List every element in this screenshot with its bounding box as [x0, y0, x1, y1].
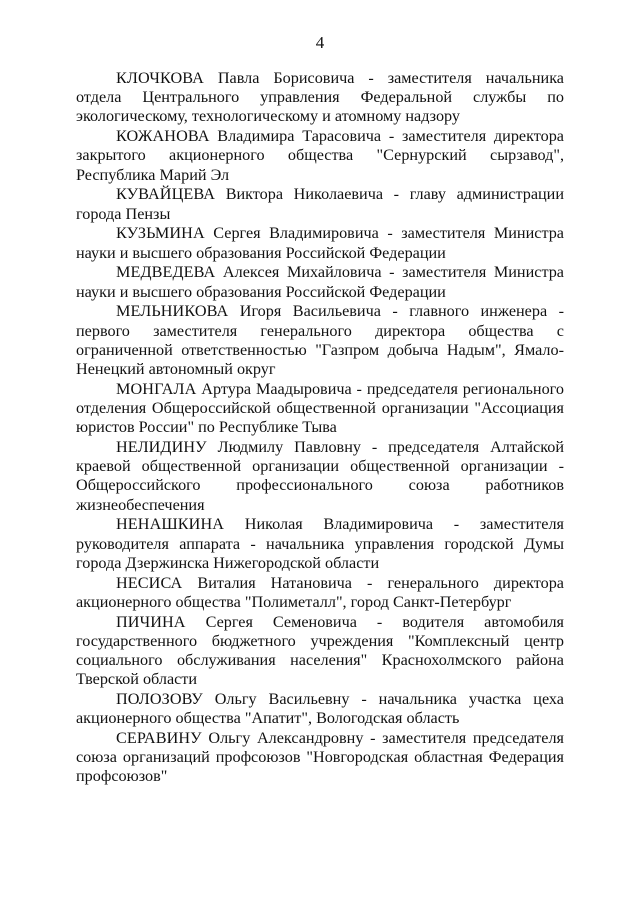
entry-details: Ольгу Александровну - заместителя председателя союза организаций профсоюзов "Новгородская областная Федерация профсоюзов": [76, 729, 564, 786]
surname: НЕСИСА: [116, 573, 183, 592]
entry-details: Игоря Васильевича - главного инженера - первого заместителя генерального директора общества с ограниченной ответственностью "Газпром добыча Надым", Ямало-Ненецкий автономный округ: [76, 302, 564, 379]
list-item: [76, 127, 564, 185]
entry-details: Людмилу Павловну - председателя Алтайской краевой общественной организации общественной организации - Общероссийского профессионального союза работников жизнеобеспечения: [76, 438, 564, 514]
list-item: [76, 224, 564, 262]
list-item: [76, 185, 564, 223]
entry-details: Виталия Натановича - генерального директора акционерного общества "Полиметалл", город Санкт-Петербург: [76, 573, 564, 611]
surname: КУЗЬМИНА: [116, 224, 205, 243]
surname: КЛОЧКОВА: [116, 69, 204, 87]
surname: МЕЛЬНИКОВА: [116, 302, 229, 321]
surname: НЕЛИДИНУ: [116, 438, 207, 457]
list-item: [76, 515, 564, 573]
surname: ПОЛОЗОВУ: [116, 690, 203, 709]
surname: НЕНАШКИНА: [116, 515, 225, 534]
surname: МОНГАЛА: [116, 379, 197, 398]
entry-details: Сергея Семеновича - водителя автомобиля государственного бюджетного учреждения "Комплексный центр социального обслуживания населения" Краснохолмского района Тверской области: [76, 612, 564, 689]
entry-details: Владимира Тарасовича - заместителя директора закрытого акционерного общества "Сернурский сырзавод", Республика Марий Эл: [76, 127, 564, 184]
list-item: [76, 574, 564, 612]
list-item: [76, 263, 564, 301]
list-item: [76, 302, 564, 379]
surname: КОЖАНОВА: [116, 127, 210, 146]
surname: ПИЧИНА: [116, 612, 186, 631]
list-item: [76, 69, 564, 127]
surname: КУВАЙЦЕВА: [116, 185, 216, 204]
entry-details: Николая Владимировича - заместителя руководителя аппарата - начальника управления городской Думы города Дзержинска Нижегородской области: [76, 515, 564, 572]
entry-details: Артура Маадыровича - председателя регионального отделения Общероссийской общественной организации "Ассоциация юристов России" по Республике Тыва: [76, 379, 564, 437]
entry-details: Виктора Николаевича - главу администрации города Пензы: [76, 185, 564, 223]
list-item: [76, 613, 564, 690]
list-item: [76, 438, 564, 515]
list-item: [76, 729, 564, 787]
entry-details: Павла Борисовича - заместителя начальника отдела Центрального управления Федеральной службы по экологическому, технологическому и атомному надзору: [76, 69, 564, 126]
entry-details: Ольгу Васильевну - начальника участка цеха акционерного общества "Апатит", Вологодская область: [76, 690, 564, 728]
list-item: [76, 380, 564, 438]
entry-details: Алексея Михайловича - заместителя Министра науки и высшего образования Российской Федерации: [76, 263, 564, 301]
surname: МЕДВЕДЕВА: [116, 263, 216, 282]
page-number: 4: [315, 33, 325, 52]
surname: СЕРАВИНУ: [116, 729, 202, 748]
entry-details: Сергея Владимировича - заместителя Министра науки и высшего образования Российской Федерации: [76, 224, 564, 262]
list-item: [76, 690, 564, 728]
award-list: [76, 69, 564, 787]
